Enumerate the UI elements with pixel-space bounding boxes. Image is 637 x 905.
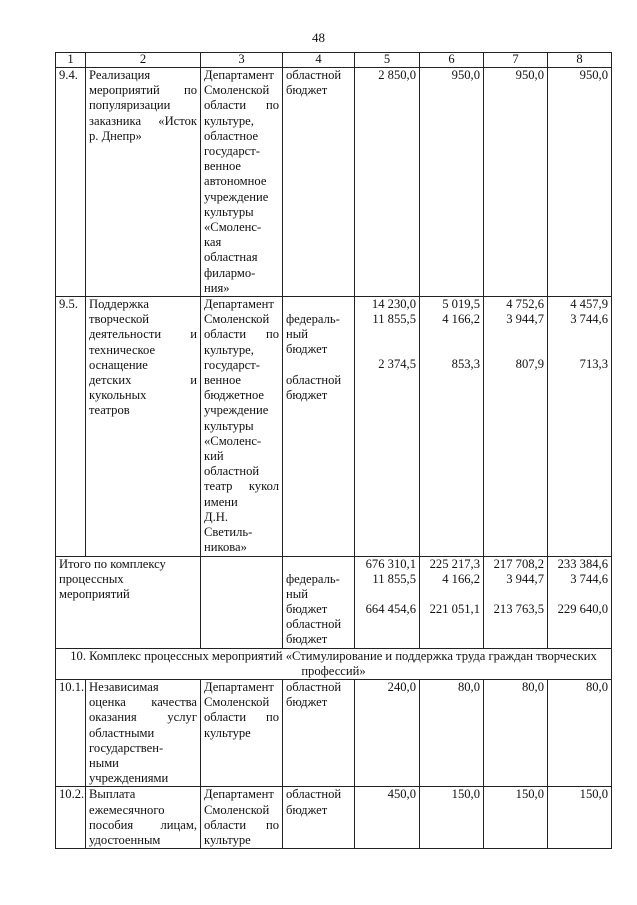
text-line bbox=[89, 388, 197, 403]
text-line bbox=[204, 220, 279, 235]
text-line bbox=[204, 190, 279, 205]
executor bbox=[201, 679, 283, 786]
executor bbox=[201, 297, 283, 556]
text-word: и bbox=[190, 327, 197, 342]
funding-source bbox=[283, 679, 355, 786]
text-line: Итого по комплексу bbox=[59, 556, 166, 571]
text-line bbox=[89, 327, 197, 342]
text-word: ежемесячного bbox=[89, 802, 165, 817]
spacer bbox=[551, 342, 608, 357]
text-line: ный bbox=[286, 586, 308, 601]
total-value: 225 217,3 bbox=[429, 556, 480, 571]
text-line bbox=[89, 83, 197, 98]
federal-value: 11 855,5 bbox=[372, 571, 416, 586]
text-word: области bbox=[204, 98, 247, 113]
text-word: заказника bbox=[89, 113, 142, 128]
text-word: венное bbox=[204, 373, 241, 388]
regional-source bbox=[286, 617, 351, 647]
text-line: федераль- bbox=[286, 571, 340, 586]
text-word: автономное bbox=[204, 174, 267, 189]
text-word: творческой bbox=[89, 312, 149, 327]
text-line: бюджет bbox=[286, 387, 328, 402]
measure-name bbox=[86, 68, 201, 297]
text-line bbox=[89, 787, 197, 802]
value-cell bbox=[420, 556, 484, 648]
text-line: процессных bbox=[59, 571, 124, 586]
row-number: 10.1. bbox=[56, 679, 86, 786]
text-line: областной bbox=[286, 617, 342, 632]
spacer bbox=[423, 327, 480, 342]
text-line: ный bbox=[286, 327, 308, 342]
text-word: Независимая bbox=[89, 679, 159, 694]
column-header: 7 bbox=[484, 53, 548, 68]
text-word: Департамент bbox=[204, 68, 274, 82]
text-line bbox=[204, 68, 279, 83]
text-line bbox=[204, 818, 279, 833]
text-line bbox=[204, 833, 279, 848]
federal-value: 3 744,6 bbox=[570, 312, 608, 327]
text-line bbox=[204, 525, 279, 540]
text-line bbox=[204, 787, 279, 802]
regional-value: 2 374,5 bbox=[378, 357, 416, 372]
value-cell bbox=[484, 556, 548, 648]
text-line bbox=[204, 464, 279, 479]
total-value: 4 457,9 bbox=[570, 297, 608, 312]
spacer bbox=[487, 342, 544, 357]
text-line bbox=[89, 695, 197, 710]
section-title bbox=[56, 648, 612, 679]
text-word: по bbox=[183, 83, 197, 98]
federal-value: 3 944,7 bbox=[506, 571, 544, 586]
text-line bbox=[204, 803, 279, 818]
value-cell bbox=[548, 556, 612, 648]
regional-value: 664 454,6 bbox=[365, 601, 416, 616]
text-word: «Исток bbox=[158, 113, 197, 128]
text-word: Департамент bbox=[204, 297, 274, 312]
text-line bbox=[89, 818, 197, 833]
column-header: 3 bbox=[201, 53, 283, 68]
table-row-total bbox=[56, 556, 612, 648]
regional-value: 221 051,1 bbox=[429, 601, 480, 616]
text-word: и bbox=[190, 373, 197, 388]
spacer bbox=[423, 342, 480, 357]
value-cell: 950,0 bbox=[548, 68, 612, 297]
federal-value: 3 944,7 bbox=[506, 312, 544, 327]
text-word: оказания bbox=[89, 710, 137, 725]
text-line bbox=[89, 297, 197, 312]
spacer bbox=[358, 342, 416, 357]
text-line bbox=[89, 312, 197, 327]
column-header: 4 bbox=[283, 53, 355, 68]
text-word: государст- bbox=[204, 357, 260, 372]
total-label bbox=[56, 556, 201, 648]
regional-value: 853,3 bbox=[451, 357, 480, 372]
total-value: 217 708,2 bbox=[493, 556, 544, 571]
text-line bbox=[204, 434, 279, 449]
text-line bbox=[89, 343, 197, 358]
funding-source bbox=[283, 297, 355, 556]
text-line bbox=[204, 327, 279, 342]
text-word: Смоленской bbox=[204, 695, 270, 710]
value-cell bbox=[420, 297, 484, 556]
value-cell: 950,0 bbox=[484, 68, 548, 297]
value-cell: 150,0 bbox=[420, 787, 484, 849]
text-word: ными bbox=[89, 755, 119, 770]
table-row-9-5 bbox=[56, 297, 612, 556]
text-word: лицам, bbox=[160, 817, 197, 832]
text-line: мероприятий bbox=[59, 586, 130, 601]
text-line bbox=[89, 403, 197, 418]
measure-name bbox=[86, 787, 201, 849]
regional-value: 229 640,0 bbox=[557, 601, 608, 616]
spacer bbox=[487, 327, 544, 342]
value-cell: 950,0 bbox=[420, 68, 484, 297]
column-header: 5 bbox=[355, 53, 420, 68]
text-word: качества bbox=[151, 695, 197, 710]
text-line: бюджет bbox=[286, 601, 328, 616]
text-word: услуг bbox=[167, 710, 197, 725]
text-word: популяризации bbox=[89, 98, 171, 113]
text-line bbox=[204, 419, 279, 434]
text-line bbox=[89, 726, 197, 741]
column-header: 6 bbox=[420, 53, 484, 68]
spacer bbox=[423, 587, 480, 602]
text-word: культуре bbox=[204, 725, 251, 740]
regional-value: 713,3 bbox=[579, 357, 608, 372]
text-line bbox=[204, 495, 279, 510]
text-word: имени bbox=[204, 494, 238, 509]
value-cell: 80,0 bbox=[420, 679, 484, 786]
text-line bbox=[204, 98, 279, 113]
text-word: Департамент bbox=[204, 787, 274, 802]
spacer bbox=[551, 327, 608, 342]
text-word: областной bbox=[204, 464, 260, 479]
federal-value: 4 166,2 bbox=[442, 571, 480, 586]
column-number-row bbox=[56, 53, 612, 68]
column-header: 1 bbox=[56, 53, 86, 68]
text-line bbox=[89, 68, 197, 83]
text-line bbox=[89, 114, 197, 129]
text-line bbox=[204, 266, 279, 281]
text-line bbox=[89, 710, 197, 725]
text-word: р. Днепр» bbox=[89, 128, 142, 143]
row-number: 9.5. bbox=[56, 297, 86, 556]
value-cell: 150,0 bbox=[548, 787, 612, 849]
text-line bbox=[204, 235, 279, 250]
text-line bbox=[204, 403, 279, 418]
text-word: детских bbox=[89, 373, 132, 388]
text-word: государст- bbox=[204, 144, 260, 159]
column-header: 8 bbox=[548, 53, 612, 68]
text-line: бюджет bbox=[286, 695, 328, 710]
spacer bbox=[358, 587, 416, 602]
text-word: культуре, bbox=[204, 342, 254, 357]
text-word: кукольных bbox=[89, 388, 147, 403]
text-word: культуры bbox=[204, 204, 254, 219]
text-line bbox=[204, 159, 279, 174]
text-line bbox=[204, 114, 279, 129]
text-word: по bbox=[265, 817, 279, 832]
text-line bbox=[89, 373, 197, 388]
text-line bbox=[204, 373, 279, 388]
text-word: учреждение bbox=[204, 189, 269, 204]
text-line bbox=[204, 312, 279, 327]
budget-table bbox=[55, 52, 612, 849]
value-cell: 450,0 bbox=[355, 787, 420, 849]
text-line bbox=[89, 680, 197, 695]
text-line: 10. Комплекс процессных мероприятий «Стимулирование и поддержка труда граждан творческих bbox=[70, 648, 597, 663]
measure-name bbox=[86, 297, 201, 556]
text-word: по bbox=[265, 710, 279, 725]
text-line bbox=[204, 710, 279, 725]
text-word: по bbox=[265, 327, 279, 342]
text-word: мероприятий bbox=[89, 83, 160, 98]
text-word: «Смоленс- bbox=[204, 220, 262, 235]
value-cell bbox=[548, 297, 612, 556]
text-line bbox=[204, 726, 279, 741]
text-line bbox=[204, 281, 279, 296]
text-line bbox=[89, 771, 197, 786]
text-word: культуре, bbox=[204, 113, 254, 128]
text-word: театр bbox=[204, 479, 233, 494]
regional-value: 213 763,5 bbox=[493, 601, 544, 616]
text-word: культуре bbox=[204, 832, 251, 847]
text-word: Смоленской bbox=[204, 312, 270, 327]
executor bbox=[201, 556, 283, 648]
text-word: оснащение bbox=[89, 357, 148, 372]
total-value: 14 230,0 bbox=[371, 297, 416, 312]
text-word: по bbox=[265, 98, 279, 113]
text-line bbox=[89, 833, 197, 848]
section-row bbox=[56, 648, 612, 679]
text-word: области bbox=[204, 327, 247, 342]
value-cell: 150,0 bbox=[484, 787, 548, 849]
value-cell bbox=[355, 297, 420, 556]
text-word: Светиль- bbox=[204, 525, 253, 540]
text-word: кая bbox=[204, 235, 222, 250]
text-line: областной bbox=[286, 68, 342, 82]
page-number: 48 bbox=[312, 30, 325, 45]
text-word: деятельности bbox=[89, 327, 162, 342]
value-cell: 80,0 bbox=[548, 679, 612, 786]
text-line bbox=[204, 680, 279, 695]
text-line bbox=[204, 205, 279, 220]
federal-value: 3 744,6 bbox=[570, 571, 608, 586]
text-line: профессий» bbox=[301, 663, 366, 678]
text-word: государствен- bbox=[89, 740, 164, 755]
text-word: театров bbox=[89, 403, 130, 418]
text-word: Реализация bbox=[89, 68, 151, 82]
federal-source bbox=[286, 312, 351, 358]
value-cell bbox=[484, 297, 548, 556]
value-cell: 80,0 bbox=[484, 679, 548, 786]
text-line bbox=[204, 479, 279, 494]
text-line bbox=[89, 756, 197, 771]
text-line bbox=[204, 695, 279, 710]
text-line bbox=[204, 343, 279, 358]
text-line bbox=[204, 297, 279, 312]
executor bbox=[201, 787, 283, 849]
text-line: бюджет bbox=[286, 802, 328, 817]
text-word: учреждение bbox=[204, 403, 269, 418]
text-line: областной bbox=[286, 679, 342, 694]
text-line bbox=[204, 358, 279, 373]
text-word: Смоленской bbox=[204, 802, 270, 817]
spacer bbox=[551, 587, 608, 602]
text-line: бюджет bbox=[286, 342, 328, 357]
table-row-9-4 bbox=[56, 68, 612, 297]
measure-name bbox=[86, 679, 201, 786]
funding-source bbox=[283, 556, 355, 648]
text-line bbox=[204, 388, 279, 403]
regional-value: 807,9 bbox=[515, 357, 544, 372]
column-header: 2 bbox=[86, 53, 201, 68]
total-value: 676 310,1 bbox=[365, 556, 416, 571]
row-number: 10.2. bbox=[56, 787, 86, 849]
text-line bbox=[204, 144, 279, 159]
text-word: учреждениями bbox=[89, 771, 169, 786]
text-word: культуры bbox=[204, 418, 254, 433]
text-word: бюджетное bbox=[204, 388, 264, 403]
text-word: венное bbox=[204, 159, 241, 174]
federal-source bbox=[286, 572, 351, 618]
text-word: Поддержка bbox=[89, 297, 149, 312]
total-value: 5 019,5 bbox=[442, 297, 480, 312]
text-line bbox=[89, 98, 197, 113]
federal-value: 11 855,5 bbox=[372, 312, 416, 327]
executor bbox=[201, 68, 283, 297]
text-line bbox=[89, 741, 197, 756]
text-word: Выплата bbox=[89, 787, 136, 802]
table-row-10-1 bbox=[56, 679, 612, 786]
text-line bbox=[204, 540, 279, 555]
text-word: «Смоленс- bbox=[204, 433, 262, 448]
text-word: удостоенным bbox=[89, 832, 161, 847]
text-line: областной bbox=[286, 372, 342, 387]
total-value: 4 752,6 bbox=[506, 297, 544, 312]
text-line bbox=[89, 803, 197, 818]
text-word: кий bbox=[204, 449, 224, 464]
spacer bbox=[487, 587, 544, 602]
value-cell bbox=[355, 556, 420, 648]
text-line bbox=[89, 358, 197, 373]
text-line: федераль- bbox=[286, 312, 340, 327]
regional-source bbox=[286, 373, 351, 403]
text-word: области bbox=[204, 817, 247, 832]
text-line: бюджет bbox=[286, 83, 328, 98]
text-line bbox=[204, 129, 279, 144]
spacer bbox=[358, 327, 416, 342]
text-line: областной bbox=[286, 787, 342, 802]
text-word: кукол bbox=[248, 479, 279, 494]
text-word: филармо- bbox=[204, 265, 256, 280]
text-word: никова» bbox=[204, 540, 247, 555]
text-line bbox=[204, 83, 279, 98]
value-cell: 2 850,0 bbox=[355, 68, 420, 297]
text-word: техническое bbox=[89, 342, 156, 357]
text-line bbox=[89, 129, 197, 144]
text-word: Д.Н. bbox=[204, 509, 228, 524]
text-word: Департамент bbox=[204, 679, 274, 694]
text-line bbox=[204, 510, 279, 525]
text-word: областными bbox=[89, 725, 155, 740]
federal-value: 4 166,2 bbox=[442, 312, 480, 327]
table-row-10-2 bbox=[56, 787, 612, 849]
text-word: ния» bbox=[204, 280, 230, 295]
text-word: пособия bbox=[89, 817, 134, 832]
text-line bbox=[204, 449, 279, 464]
text-word: оценка bbox=[89, 695, 126, 710]
text-line bbox=[204, 174, 279, 189]
text-word: областное bbox=[204, 128, 259, 143]
text-line: бюджет bbox=[286, 632, 328, 647]
text-word: областная bbox=[204, 250, 258, 265]
text-line bbox=[204, 250, 279, 265]
total-value: 233 384,6 bbox=[557, 556, 608, 571]
funding-source bbox=[283, 787, 355, 849]
funding-source bbox=[283, 68, 355, 297]
row-number: 9.4. bbox=[56, 68, 86, 297]
text-word: Смоленской bbox=[204, 83, 270, 98]
value-cell: 240,0 bbox=[355, 679, 420, 786]
text-word: области bbox=[204, 710, 247, 725]
